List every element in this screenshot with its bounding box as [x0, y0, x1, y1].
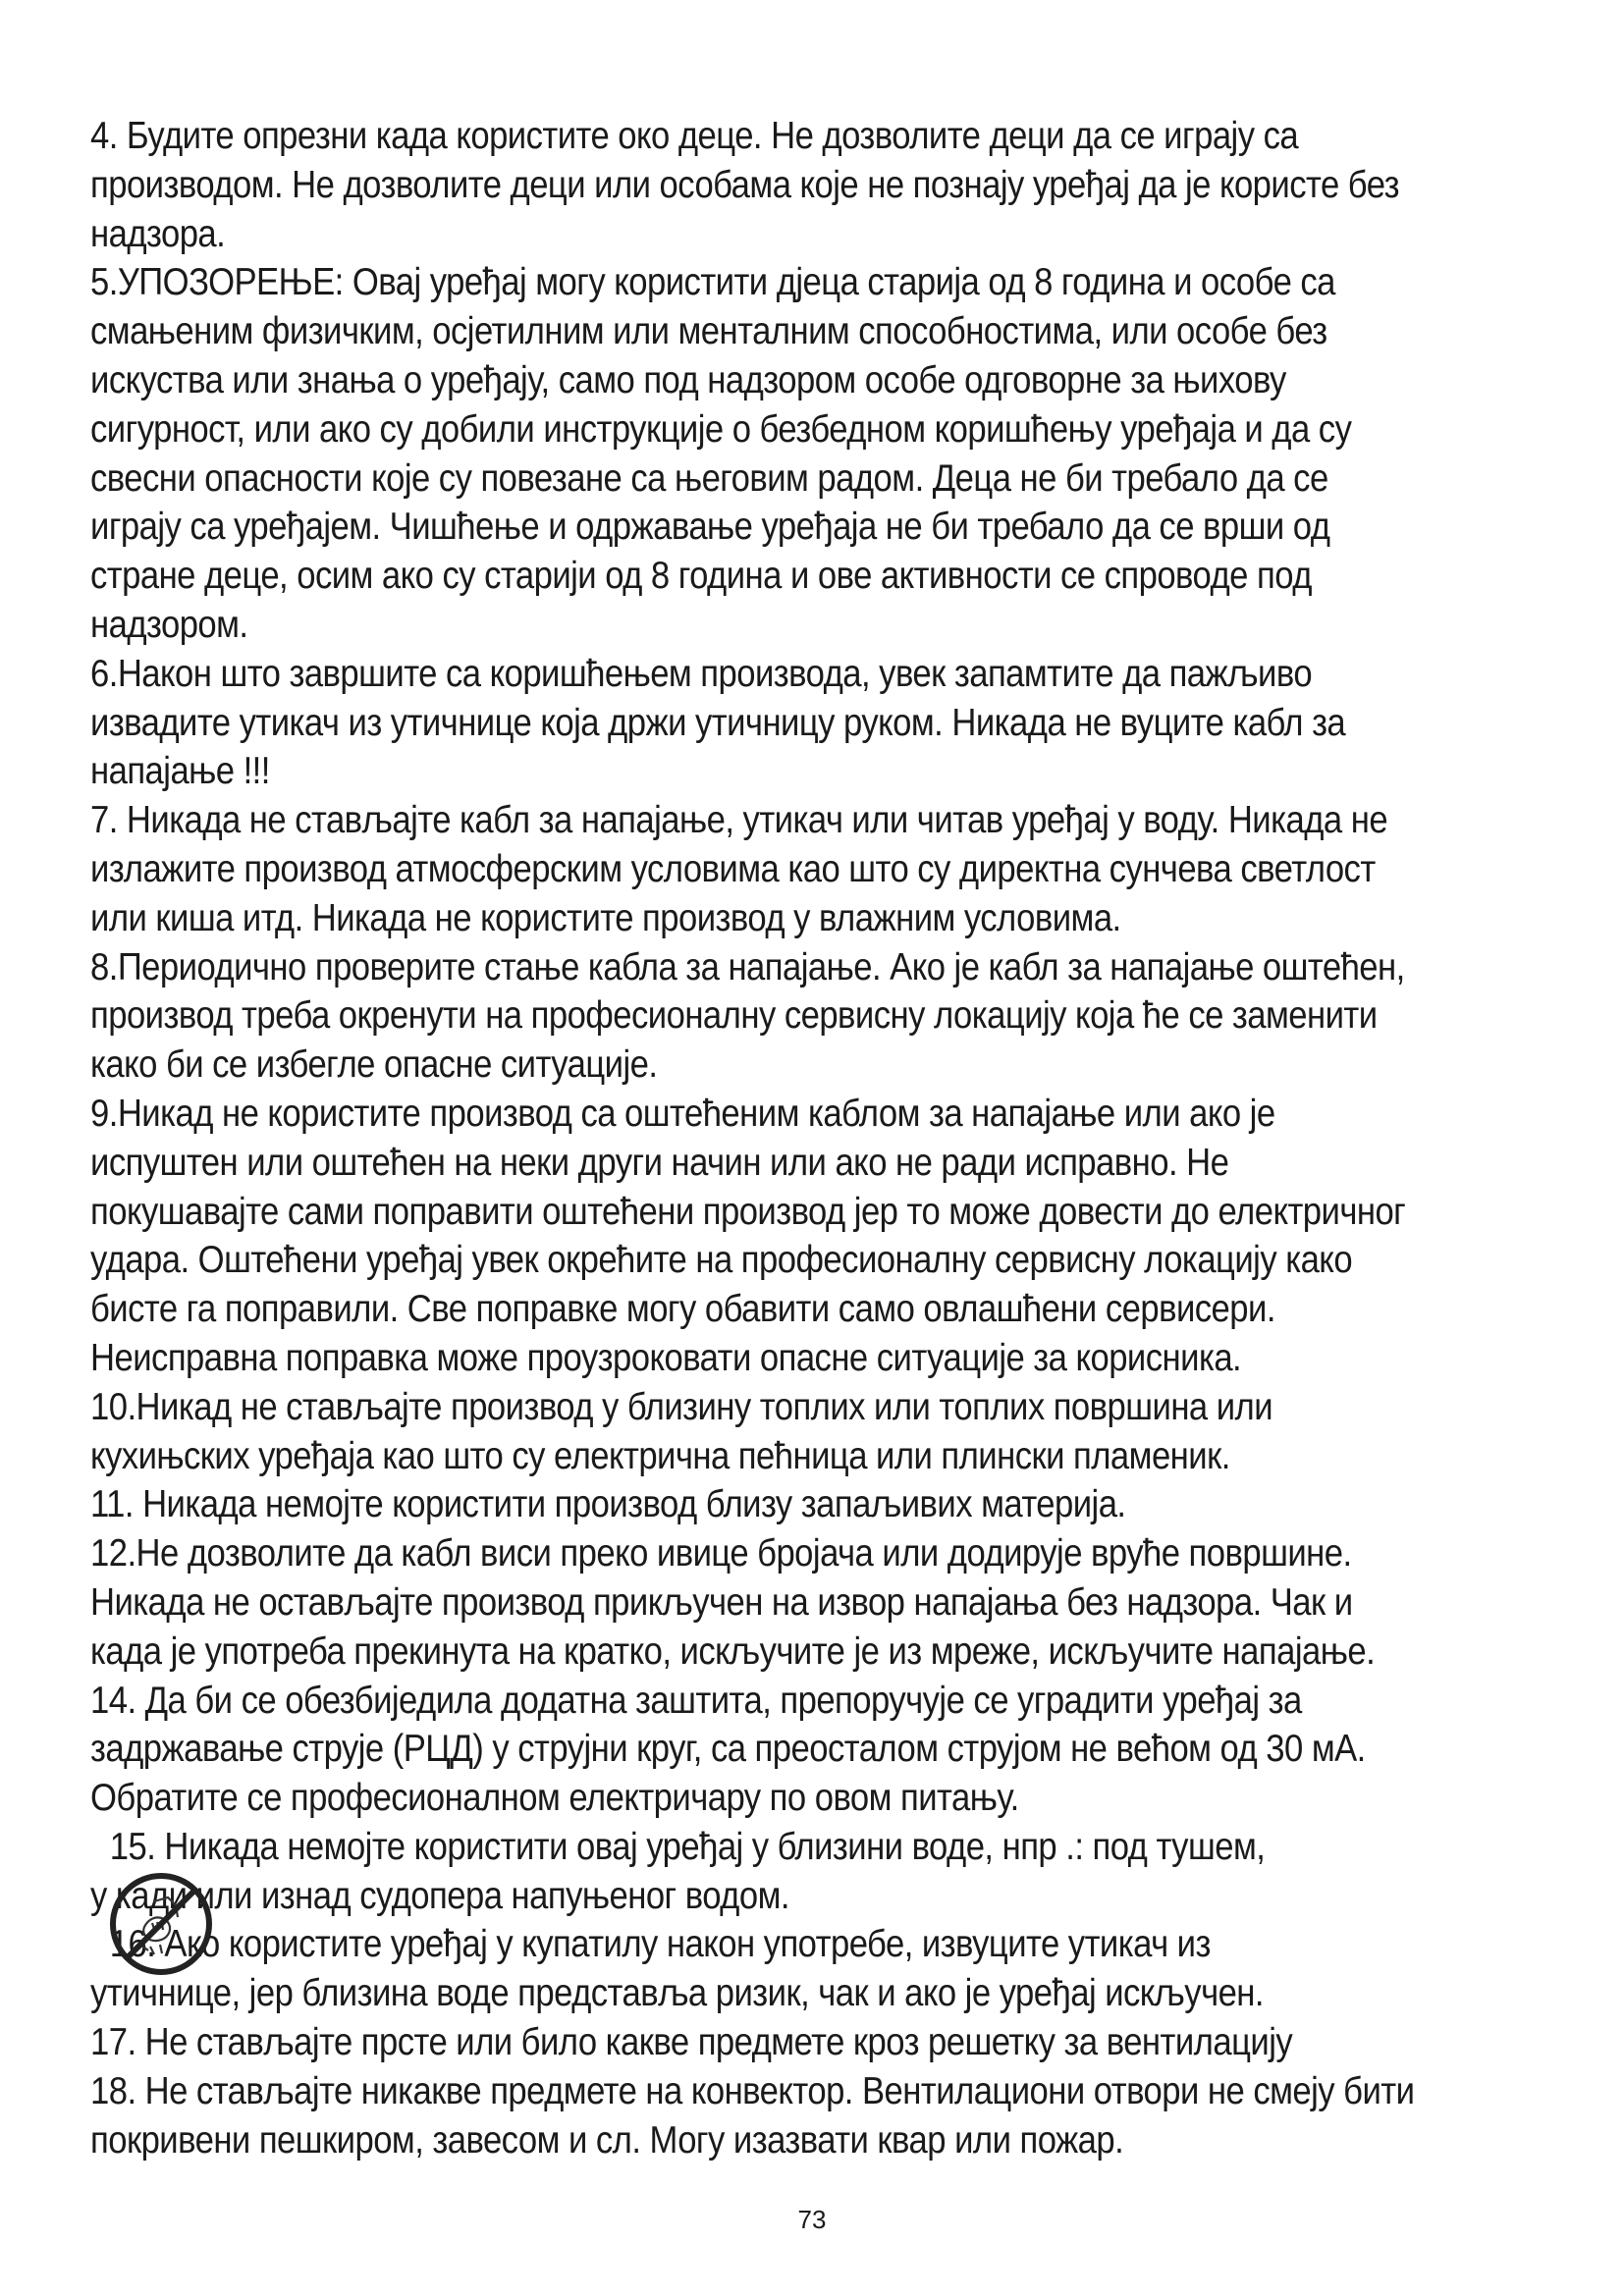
text-line: 12.Не дозволите да кабл виси преко ивице бројача или додирује вруће површине.: [90, 1532, 1352, 1575]
text-line: 9.Никад не користите производ са оштећеним каблом за напајање или ако је: [90, 1092, 1275, 1135]
text-line: бисте га поправили. Све поправке могу обавити само овлашћени сервисери.: [90, 1288, 1275, 1331]
text-line: производ треба окренути на професионалну сервисну локацију која ће се заменити: [90, 994, 1378, 1038]
text-line: како би се избегле опасне ситуације.: [90, 1043, 658, 1087]
text-line: 15. Никада немојте користити овај уређај у близини воде, нпр .: под тушем,: [109, 1825, 1266, 1868]
text-line: покушавајте сами поправити оштећени производ јер то може довести до електричног: [90, 1190, 1406, 1233]
no-water-icon: [105, 1868, 217, 1980]
text-line: играју са уређајем. Чишћење и одржавање уређаја не би требало да се врши од: [90, 506, 1330, 549]
text-line: Никада не остављајте производ прикључен на извор напајања без надзора. Чак и: [90, 1580, 1353, 1624]
text-line: свесни опасности које су повезане са његовим радом. Деца не би требало да се: [90, 456, 1328, 500]
text-line: 10.Никад не стављајте производ у близину топлих или топлих површина или: [90, 1385, 1273, 1428]
text-line: напајање !!!: [90, 750, 270, 793]
text-line: или киша итд. Никада не користите производ у влажним условима.: [90, 896, 1121, 939]
text-line: кухињских уређаја као што су електрична пећница или плински пламеник.: [90, 1434, 1230, 1477]
text-line: када је употреба прекинута на кратко, искључите је из мреже, искључите напајање.: [90, 1629, 1376, 1673]
document-body: [90, 112, 1553, 2164]
text-line: 17. Не стављајте прсте или било какве предмете кроз решетку за вентилацију: [90, 2021, 1293, 2064]
text-line: сигурност, или ако су добили инструкције о безбедном коришћењу уређаја и да су: [90, 407, 1352, 451]
text-line: 11. Никада немојте користити производ близу запаљивих материја.: [90, 1483, 1126, 1526]
text-line: 6.Након што завршите са коришћењем производа, увек запамтите да пажљиво: [90, 652, 1313, 695]
text-line: 18. Не стављајте никакве предмете на конвектор. Вентилациони отвори не смеју бити: [90, 2069, 1415, 2112]
text-line: 16. Ако користите уређај у купатилу након употребе, извуците утикач из: [109, 1923, 1211, 1966]
text-line: покривени пешкиром, завесом и сл. Могу изазвати квар или пожар.: [90, 2118, 1124, 2162]
text-line: у кади или изнад судопера напуњеног водом.: [90, 1874, 789, 1917]
text-line: надзора.: [90, 212, 226, 255]
page-number: 73: [797, 2205, 827, 2234]
text-line: стране деце, осим ако су старији од 8 година и ове активности се спроводе под: [90, 555, 1312, 598]
text-line: утичнице, јер близина воде представља ризик, чак и ако је уређај искључен.: [90, 1972, 1264, 2015]
text-line: искуства или знања о уређају, само под надзором особе одговорне за њихову: [90, 358, 1286, 401]
text-line: 8.Периодично проверите стање кабла за напајање. Ако је кабл за напајање оштећен,: [90, 945, 1405, 988]
text-line: извадите утикач из утичнице која држи утичницу руком. Никада не вуците кабл за: [90, 701, 1346, 744]
text-line: 7. Никада не стављајте кабл за напајање, утикач или читав уређај у воду. Никада не: [90, 799, 1388, 842]
text-line: производом. Не дозволите деци или особама које не познају уређај да је користе без: [90, 163, 1400, 206]
text-line: Неисправна поправка може проузроковати опасне ситуације за корисника.: [90, 1336, 1242, 1379]
text-line: надзором.: [90, 603, 248, 646]
text-line: удара. Оштећени уређај увек окрећите на професионалну сервисну локацију како: [90, 1239, 1353, 1282]
text-line: 5.УПОЗОРЕЊЕ: Овај уређај могу користити дјеца старија од 8 година и особе са: [90, 261, 1335, 304]
text-line: 14. Да би се обезбиједила додатна заштита, препоручује се уградити уређај за: [90, 1679, 1302, 1722]
text-line: 4. Будите опрезни када користите око деце. Не дозволите деци да се играју са: [90, 115, 1299, 157]
text-line: излажите производ атмосферским условима као што су директна сунчева светлост: [90, 847, 1376, 890]
text-line: смањеним физичким, осјетилним или менталним способностима, или особе без: [90, 310, 1327, 353]
text-line: задржавање струје (РЦД) у струјни круг, са преосталом струјом не већом од 30 мА.: [90, 1728, 1366, 1771]
text-line: Обратите се професионалном електричару по овом питању.: [90, 1777, 1019, 1820]
text-line: испуштен или оштећен на неки други начин или ако не ради исправно. Не: [90, 1141, 1229, 1184]
